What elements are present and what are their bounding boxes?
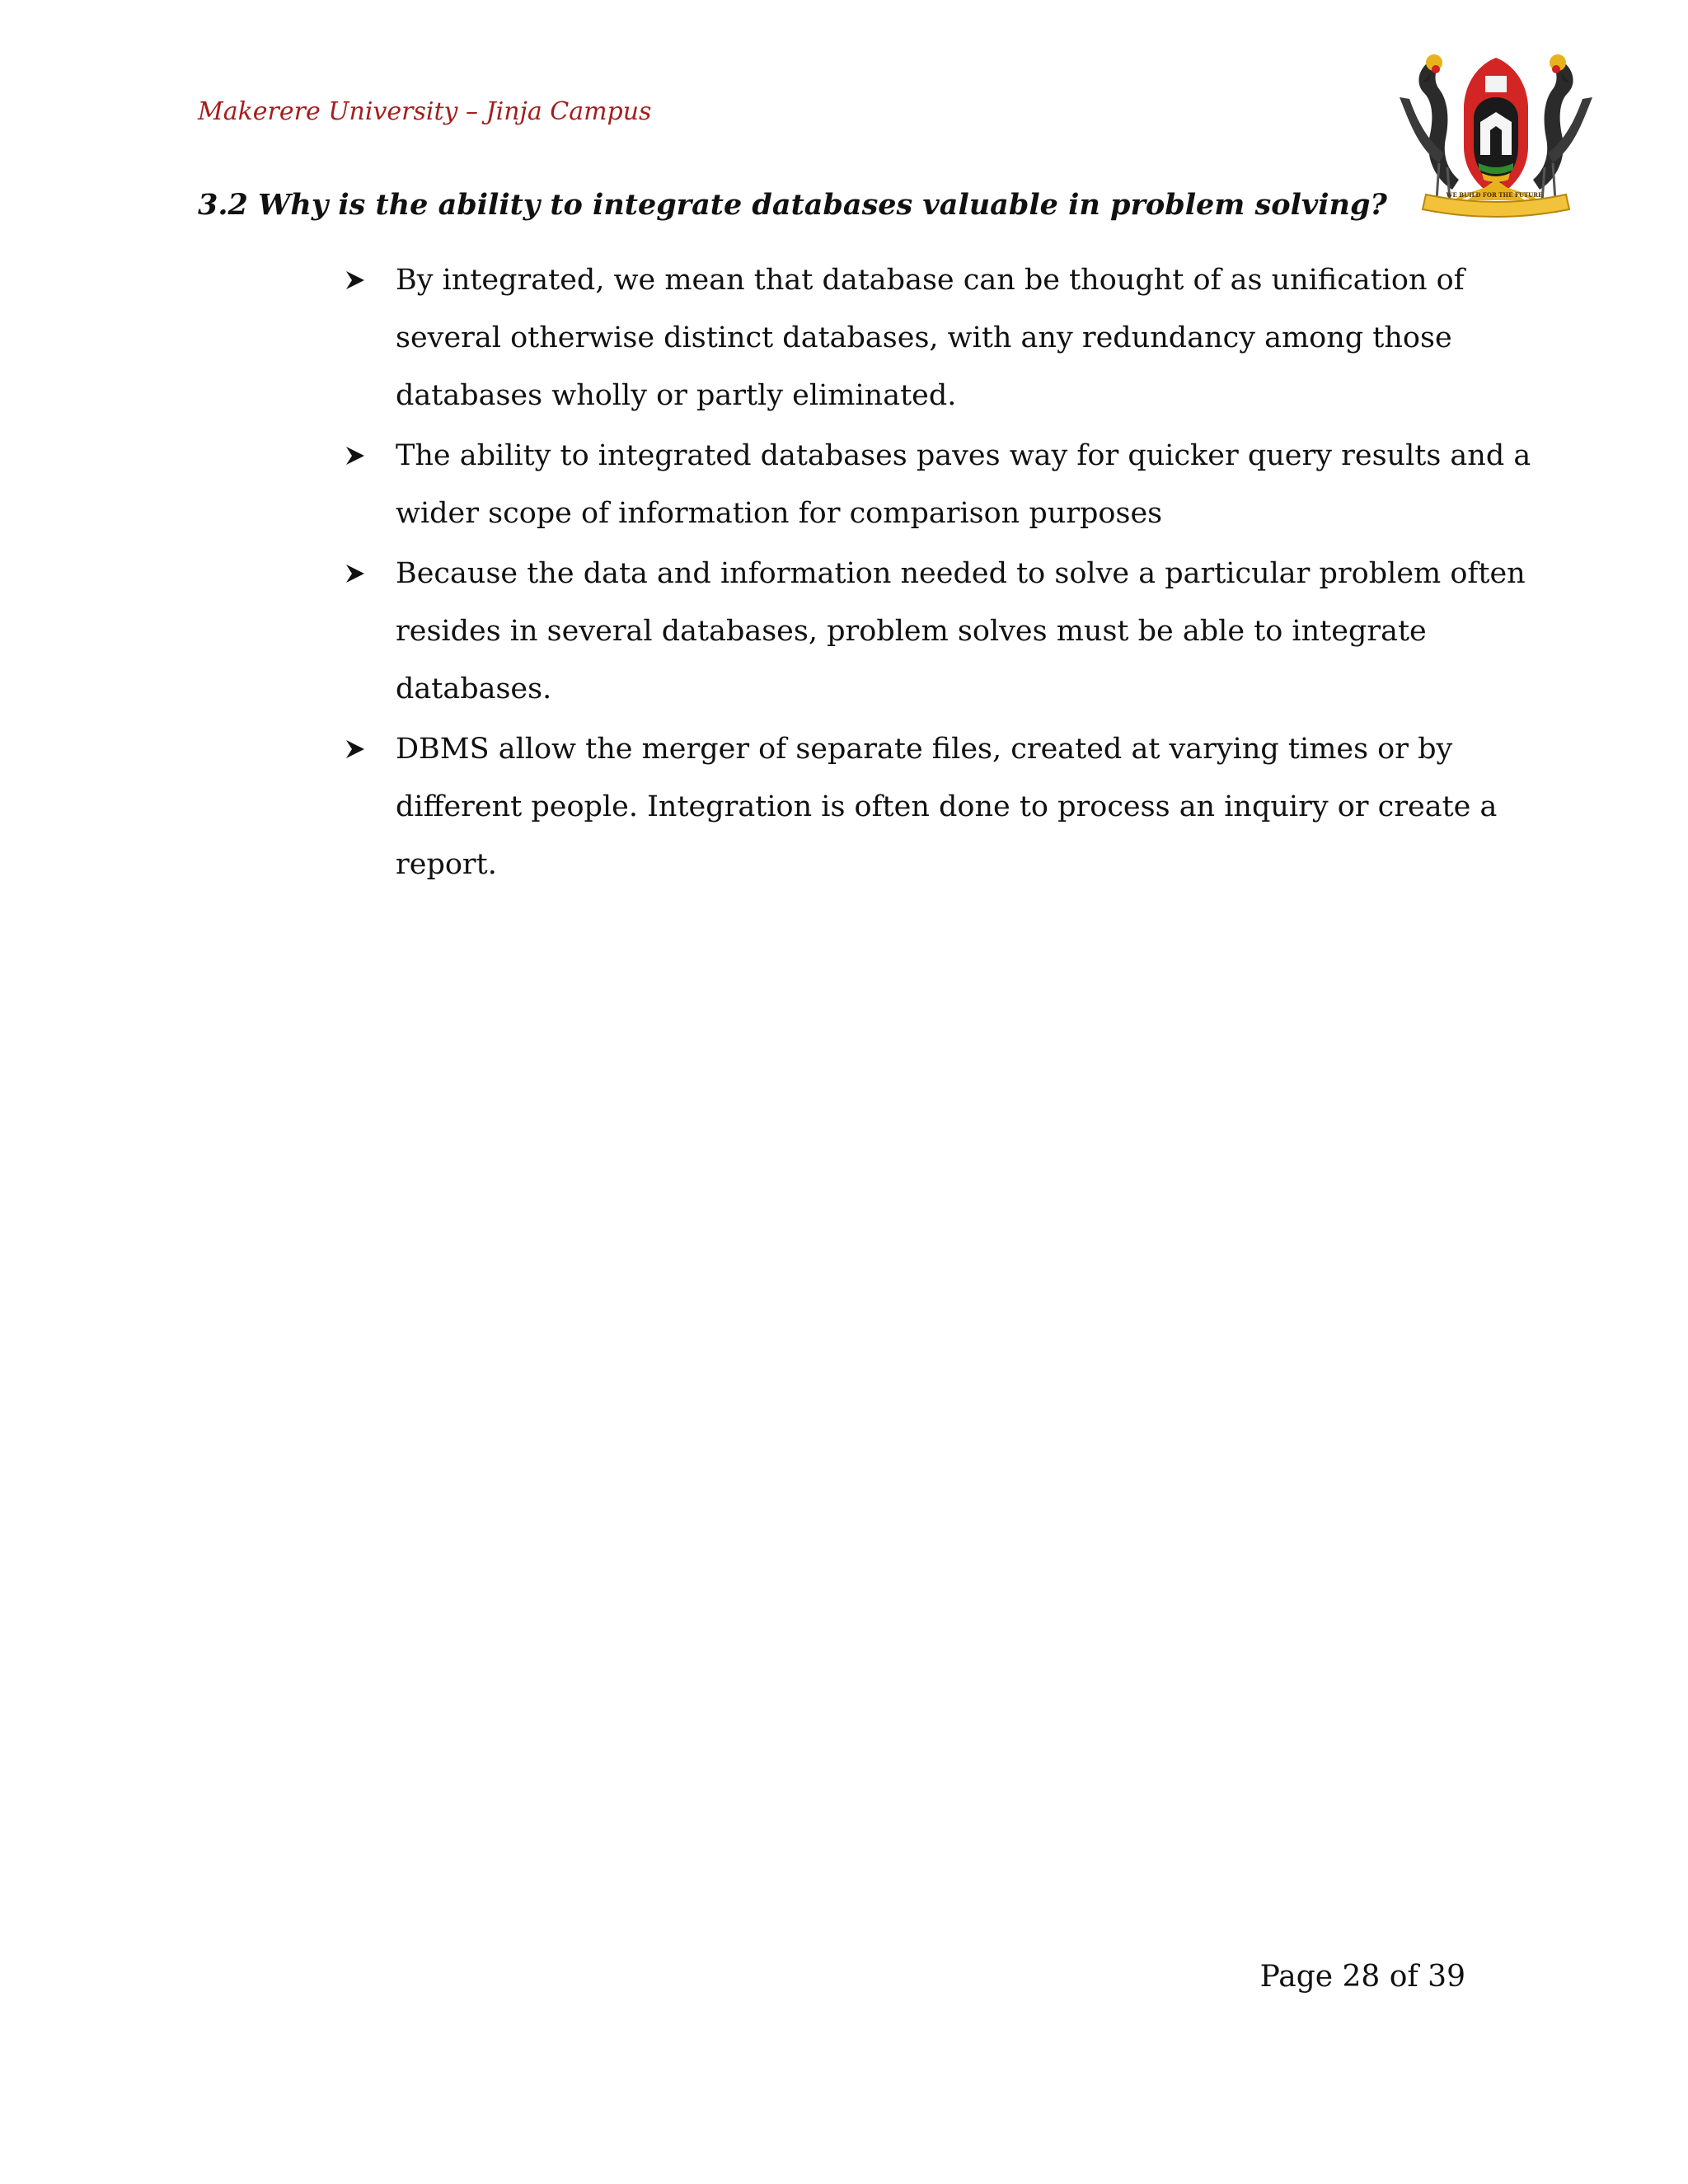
list-item (345, 545, 1526, 718)
bullet-line: resides in several databases, problem solves must be able to integrate (396, 615, 1427, 648)
list-item (345, 427, 1531, 542)
section-heading: 3.2 Why is the ability to integrate databases valuable in problem solving? (198, 188, 1387, 222)
bullet-line: report. (396, 848, 497, 881)
bullet-list (345, 251, 1531, 896)
bullet-line: different people. Integration is often done to process an inquiry or create a (396, 790, 1498, 823)
page-number: Page 28 of 39 (1259, 1960, 1465, 1994)
list-item (345, 251, 1498, 424)
bullet-line: databases wholly or partly eliminated. (396, 379, 957, 412)
bullet-line: several otherwise distinct databases, with any redundancy among those (396, 321, 1452, 354)
university-crest-icon (1393, 48, 1599, 229)
arrowhead-bullet-icon (345, 251, 369, 309)
arrowhead-bullet-icon (345, 545, 369, 602)
bullet-line: DBMS allow the merger of separate files, created at varying times or by (396, 733, 1453, 766)
list-item (345, 720, 1498, 893)
bullet-line: wider scope of information for comparison purposes (396, 497, 1163, 530)
bullet-line: databases. (396, 673, 552, 705)
running-header: Makerere University – Jinja Campus (198, 97, 652, 126)
arrowhead-bullet-icon (345, 427, 369, 485)
arrowhead-bullet-icon (345, 720, 369, 778)
bullet-line: By integrated, we mean that database can be thought of as unification of (396, 264, 1465, 297)
bullet-line: The ability to integrated databases paves way for quicker query results and a (396, 439, 1531, 472)
crest-motto: WE BUILD FOR THE FUTURE (1446, 191, 1543, 199)
bullet-line: Because the data and information needed to solve a particular problem often (396, 557, 1526, 590)
